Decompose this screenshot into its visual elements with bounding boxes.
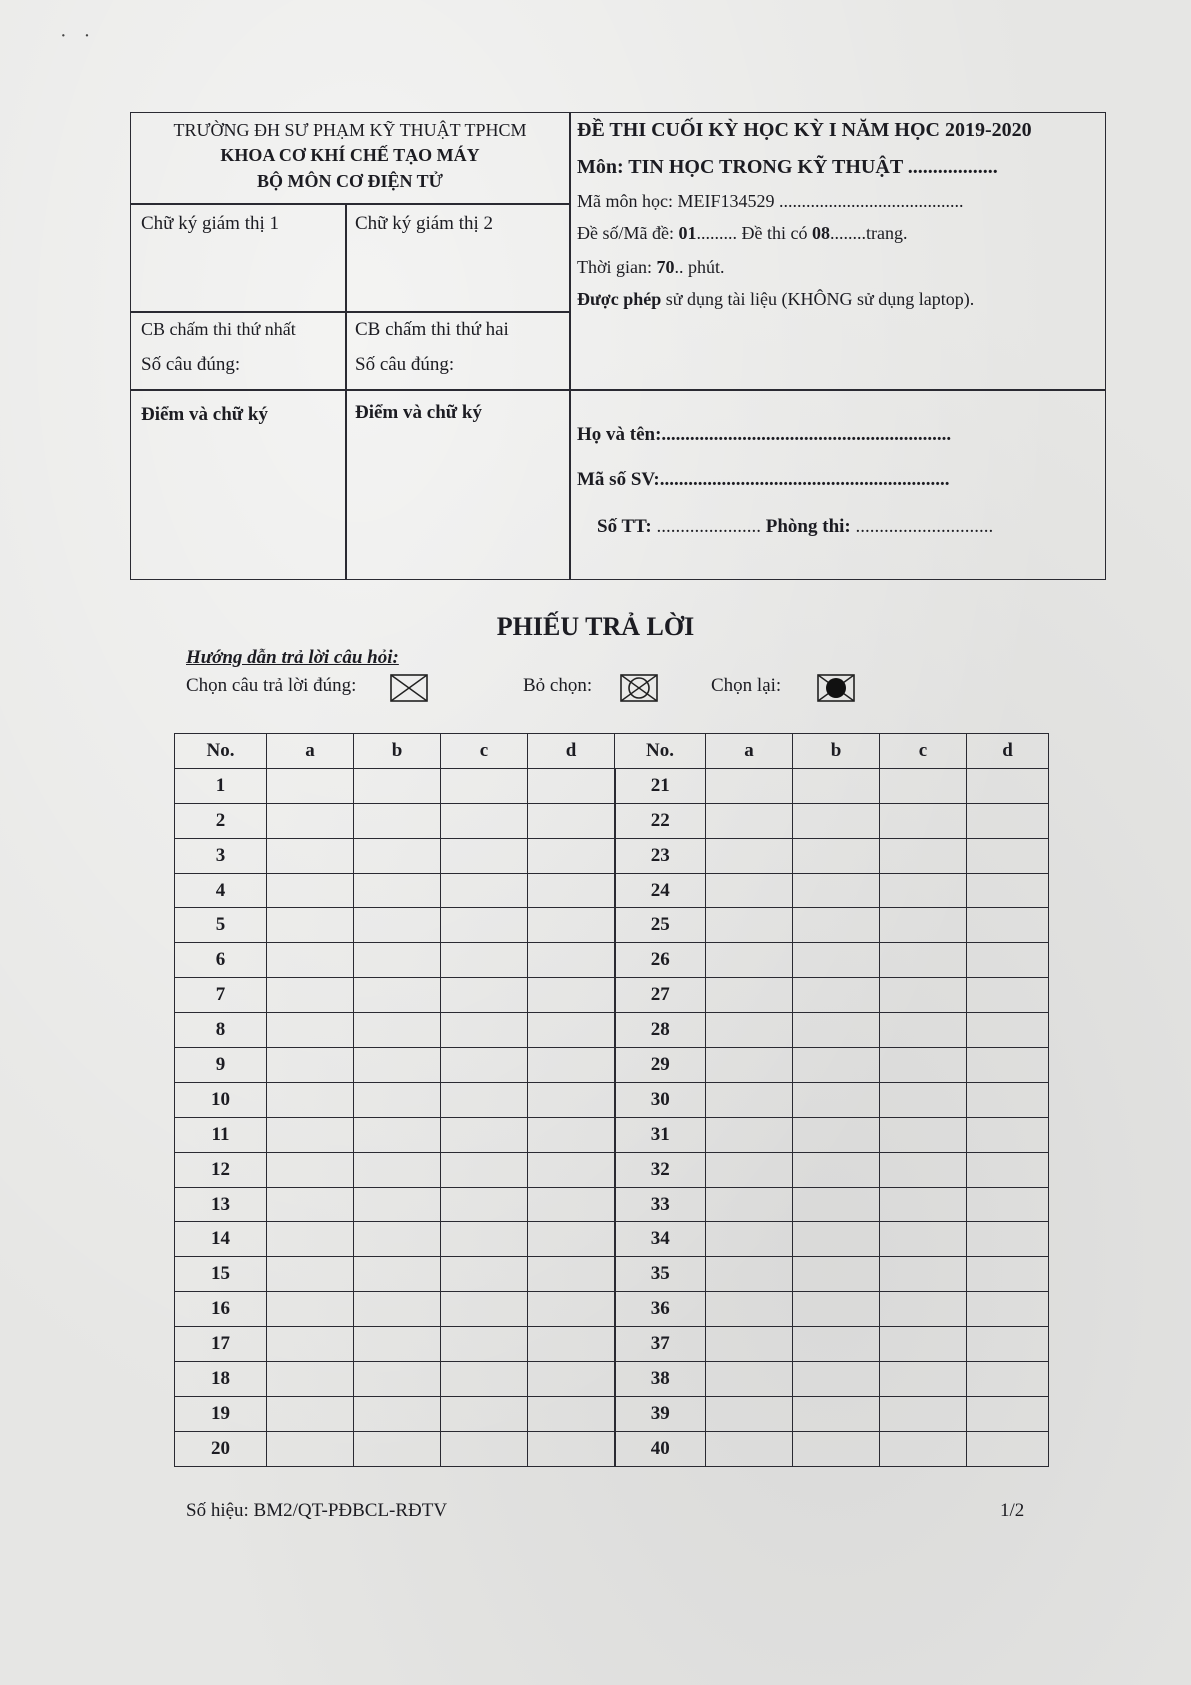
answer-cell[interactable] xyxy=(706,1187,793,1222)
answer-cell[interactable] xyxy=(880,1431,967,1466)
answer-cell[interactable] xyxy=(706,1152,793,1187)
answer-cell[interactable] xyxy=(528,1222,615,1257)
question-number: 9 xyxy=(175,1048,267,1083)
answer-cell[interactable] xyxy=(267,1082,354,1117)
table-row xyxy=(175,768,1049,803)
question-number: 28 xyxy=(615,1013,706,1048)
answer-cell[interactable] xyxy=(267,1222,354,1257)
table-row xyxy=(175,908,1049,943)
answer-cell[interactable] xyxy=(967,908,1049,943)
question-number: 20 xyxy=(175,1431,267,1466)
question-number: 40 xyxy=(615,1431,706,1466)
answer-cell[interactable] xyxy=(267,908,354,943)
answer-cell[interactable] xyxy=(354,1152,441,1187)
signature-divider xyxy=(345,203,347,579)
answer-cell[interactable] xyxy=(967,1187,1049,1222)
answer-cell[interactable] xyxy=(528,1117,615,1152)
answer-table xyxy=(174,733,1049,1467)
answer-cell[interactable] xyxy=(880,803,967,838)
box-filled-circle-icon xyxy=(817,674,855,702)
column-header-option: d xyxy=(528,734,615,769)
header-line xyxy=(131,311,569,313)
answer-cell[interactable] xyxy=(880,1013,967,1048)
column-header-option: a xyxy=(267,734,354,769)
guide-reselect: Chọn lại: xyxy=(711,675,782,696)
answer-cell[interactable] xyxy=(967,768,1049,803)
answer-cell[interactable] xyxy=(528,1327,615,1362)
answer-cell[interactable] xyxy=(267,1048,354,1083)
answer-cell[interactable] xyxy=(267,1257,354,1292)
answer-cell[interactable] xyxy=(528,1013,615,1048)
question-number: 31 xyxy=(615,1117,706,1152)
answer-cell[interactable] xyxy=(441,838,528,873)
answer-cell[interactable] xyxy=(528,838,615,873)
answer-cell[interactable] xyxy=(267,1431,354,1466)
question-number: 25 xyxy=(615,908,706,943)
answer-cell[interactable] xyxy=(528,1257,615,1292)
answer-cell[interactable] xyxy=(267,838,354,873)
answer-cell[interactable] xyxy=(967,1222,1049,1257)
table-row xyxy=(175,1187,1049,1222)
answer-cell[interactable] xyxy=(267,943,354,978)
answer-cell[interactable] xyxy=(441,1431,528,1466)
answer-cell[interactable] xyxy=(880,1257,967,1292)
answer-cell[interactable] xyxy=(354,1292,441,1327)
answer-cell[interactable] xyxy=(441,1082,528,1117)
answer-cell[interactable] xyxy=(880,873,967,908)
table-row xyxy=(175,1327,1049,1362)
question-number: 27 xyxy=(615,978,706,1013)
table-row xyxy=(175,1117,1049,1152)
answer-cell[interactable] xyxy=(880,1362,967,1397)
answer-cell[interactable] xyxy=(528,1048,615,1083)
answer-cell[interactable] xyxy=(354,1396,441,1431)
table-row xyxy=(175,1257,1049,1292)
table-row xyxy=(175,1048,1049,1083)
answer-cell[interactable] xyxy=(967,978,1049,1013)
answer-cell[interactable] xyxy=(441,1013,528,1048)
table-row xyxy=(175,1222,1049,1257)
question-number: 37 xyxy=(615,1327,706,1362)
answer-cell[interactable] xyxy=(967,1257,1049,1292)
question-number: 22 xyxy=(615,803,706,838)
answer-cell[interactable] xyxy=(967,1362,1049,1397)
answer-cell[interactable] xyxy=(793,803,880,838)
column-header-option: b xyxy=(793,734,880,769)
answer-cell[interactable] xyxy=(706,1292,793,1327)
answer-cell[interactable] xyxy=(354,943,441,978)
table-row xyxy=(175,943,1049,978)
answer-cell[interactable] xyxy=(528,1431,615,1466)
answer-cell[interactable] xyxy=(793,1117,880,1152)
column-header-option: c xyxy=(880,734,967,769)
answer-cell[interactable] xyxy=(880,1082,967,1117)
answer-cell[interactable] xyxy=(528,908,615,943)
answer-cell[interactable] xyxy=(528,1396,615,1431)
answer-cell[interactable] xyxy=(967,1292,1049,1327)
answer-cell[interactable] xyxy=(793,1431,880,1466)
answer-cell[interactable] xyxy=(354,803,441,838)
answer-cell[interactable] xyxy=(354,1048,441,1083)
answer-cell[interactable] xyxy=(793,1082,880,1117)
column-header-no: No. xyxy=(615,734,706,769)
column-header-option: b xyxy=(354,734,441,769)
answer-cell[interactable] xyxy=(793,978,880,1013)
question-number: 38 xyxy=(615,1362,706,1397)
answer-cell[interactable] xyxy=(354,1327,441,1362)
answer-cell[interactable] xyxy=(441,1257,528,1292)
answer-cell[interactable] xyxy=(793,1048,880,1083)
answer-cell[interactable] xyxy=(793,1362,880,1397)
answer-cell[interactable] xyxy=(441,1327,528,1362)
answer-cell[interactable] xyxy=(706,1362,793,1397)
answer-cell[interactable] xyxy=(441,1396,528,1431)
answer-cell[interactable] xyxy=(528,1292,615,1327)
answer-cell[interactable] xyxy=(441,1362,528,1397)
answer-cell[interactable] xyxy=(706,1431,793,1466)
answer-cell[interactable] xyxy=(528,943,615,978)
answer-cell[interactable] xyxy=(441,1292,528,1327)
question-number: 3 xyxy=(175,838,267,873)
answer-sheet-title: PHIẾU TRẢ LỜI xyxy=(496,612,695,641)
answer-cell[interactable] xyxy=(706,1082,793,1117)
question-number: 11 xyxy=(175,1117,267,1152)
box-cross-circled-icon xyxy=(620,674,658,702)
question-number: 8 xyxy=(175,1013,267,1048)
answer-cell[interactable] xyxy=(793,1292,880,1327)
answer-cell[interactable] xyxy=(706,768,793,803)
question-number: 36 xyxy=(615,1292,706,1327)
table-row xyxy=(175,1396,1049,1431)
answer-cell[interactable] xyxy=(528,1187,615,1222)
seat-room-field: Số TT: ...................... Phòng thi: ............................. xyxy=(597,516,994,537)
answer-cell[interactable] xyxy=(267,873,354,908)
question-number: 13 xyxy=(175,1187,267,1222)
answer-cell[interactable] xyxy=(354,1013,441,1048)
table-row xyxy=(175,873,1049,908)
answer-cell[interactable] xyxy=(880,943,967,978)
form-code: Số hiệu: BM2/QT-PĐBCL-RĐTV xyxy=(186,1500,448,1521)
exam-time: Thời gian: 70.. phút. xyxy=(577,257,725,277)
answer-cell[interactable] xyxy=(967,1431,1049,1466)
answer-cell[interactable] xyxy=(793,768,880,803)
exam-title: ĐỀ THI CUỐI KỲ HỌC KỲ I NĂM HỌC 2019-2020 xyxy=(577,119,1032,141)
answer-cell[interactable] xyxy=(880,1396,967,1431)
answer-cell[interactable] xyxy=(528,978,615,1013)
table-row xyxy=(175,1292,1049,1327)
column-header-option: a xyxy=(706,734,793,769)
answer-cell[interactable] xyxy=(967,1013,1049,1048)
question-number: 29 xyxy=(615,1048,706,1083)
answer-cell[interactable] xyxy=(706,1327,793,1362)
faculty-name: KHOA CƠ KHÍ CHẾ TẠO MÁY xyxy=(220,145,480,165)
answer-cell[interactable] xyxy=(706,1048,793,1083)
answer-cell[interactable] xyxy=(354,1257,441,1292)
answer-cell[interactable] xyxy=(267,1362,354,1397)
table-row xyxy=(175,1431,1049,1466)
answer-cell[interactable] xyxy=(967,1396,1049,1431)
question-number: 19 xyxy=(175,1396,267,1431)
answer-cell[interactable] xyxy=(706,1257,793,1292)
answer-cell[interactable] xyxy=(793,943,880,978)
question-number: 21 xyxy=(615,768,706,803)
answer-cell[interactable] xyxy=(441,978,528,1013)
answer-cell[interactable] xyxy=(706,1013,793,1048)
table-row xyxy=(175,1152,1049,1187)
answer-cell[interactable] xyxy=(354,1222,441,1257)
box-cross-icon xyxy=(390,674,428,702)
answer-cell[interactable] xyxy=(793,1327,880,1362)
answer-cell[interactable] xyxy=(880,838,967,873)
answer-cell[interactable] xyxy=(793,1222,880,1257)
answer-cell[interactable] xyxy=(528,1362,615,1397)
question-number: 2 xyxy=(175,803,267,838)
answer-cell[interactable] xyxy=(441,1222,528,1257)
scan-speck: · · xyxy=(60,25,97,47)
answer-cell[interactable] xyxy=(880,1327,967,1362)
answer-cell[interactable] xyxy=(706,978,793,1013)
answer-cell[interactable] xyxy=(528,1152,615,1187)
supervisor2-label: Chữ ký giám thị 2 xyxy=(355,213,494,234)
answer-cell[interactable] xyxy=(880,1117,967,1152)
score-signature-1: Điểm và chữ ký xyxy=(141,404,268,425)
question-number: 32 xyxy=(615,1152,706,1187)
answer-cell[interactable] xyxy=(880,978,967,1013)
answer-cell[interactable] xyxy=(793,1396,880,1431)
question-number: 10 xyxy=(175,1082,267,1117)
answer-cell[interactable] xyxy=(528,873,615,908)
answer-cell[interactable] xyxy=(880,768,967,803)
answer-cell[interactable] xyxy=(441,943,528,978)
answer-table-header xyxy=(175,734,1049,769)
answer-cell[interactable] xyxy=(880,1152,967,1187)
answer-cell[interactable] xyxy=(880,1292,967,1327)
table-row xyxy=(175,838,1049,873)
answer-cell[interactable] xyxy=(267,978,354,1013)
answer-cell[interactable] xyxy=(441,1117,528,1152)
score-signature-2: Điểm và chữ ký xyxy=(355,402,482,423)
answer-cell[interactable] xyxy=(793,1257,880,1292)
header-line xyxy=(131,389,1105,391)
answer-cell[interactable] xyxy=(706,1117,793,1152)
table-row xyxy=(175,1013,1049,1048)
guide-choose: Chọn câu trả lời đúng: xyxy=(186,675,357,696)
answer-cell[interactable] xyxy=(354,768,441,803)
answer-cell[interactable] xyxy=(441,1152,528,1187)
answer-cell[interactable] xyxy=(354,838,441,873)
department-name: BỘ MÔN CƠ ĐIỆN TỬ xyxy=(256,171,443,191)
question-number: 35 xyxy=(615,1257,706,1292)
guide-heading: Hướng dẫn trả lời câu hỏi: xyxy=(186,647,399,668)
grader1-label: CB chấm thi thứ nhất xyxy=(141,319,296,339)
answer-cell[interactable] xyxy=(793,908,880,943)
exam-subject: Môn: TIN HỌC TRONG KỸ THUẬT .................. xyxy=(577,156,998,178)
question-number: 14 xyxy=(175,1222,267,1257)
answer-cell[interactable] xyxy=(706,803,793,838)
correct-count-2: Số câu đúng: xyxy=(355,354,455,375)
question-number: 12 xyxy=(175,1152,267,1187)
answer-cell[interactable] xyxy=(267,1187,354,1222)
answer-cell[interactable] xyxy=(354,1362,441,1397)
answer-cell[interactable] xyxy=(880,1187,967,1222)
student-id-field: Mã số SV:............................................................. xyxy=(577,469,950,490)
question-number: 17 xyxy=(175,1327,267,1362)
question-number: 7 xyxy=(175,978,267,1013)
question-number: 15 xyxy=(175,1257,267,1292)
answer-cell[interactable] xyxy=(441,908,528,943)
column-header-no: No. xyxy=(175,734,267,769)
answer-cell[interactable] xyxy=(880,1222,967,1257)
answer-cell[interactable] xyxy=(967,1048,1049,1083)
answer-cell[interactable] xyxy=(967,1152,1049,1187)
grader2-label: CB chấm thi thứ hai xyxy=(355,319,509,340)
exam-materials: Được phép sử dụng tài liệu (KHÔNG sử dụng laptop). xyxy=(577,289,975,309)
question-number: 4 xyxy=(175,873,267,908)
answer-cell[interactable] xyxy=(967,1327,1049,1362)
exam-header-box xyxy=(130,112,1106,580)
question-number: 5 xyxy=(175,908,267,943)
answer-cell[interactable] xyxy=(354,1117,441,1152)
answer-cell[interactable] xyxy=(441,803,528,838)
question-number: 1 xyxy=(175,768,267,803)
answer-cell[interactable] xyxy=(267,768,354,803)
table-row xyxy=(175,803,1049,838)
answer-cell[interactable] xyxy=(354,1082,441,1117)
answer-cell[interactable] xyxy=(441,1187,528,1222)
answer-cell[interactable] xyxy=(267,1396,354,1431)
school-name: TRƯỜNG ĐH SƯ PHẠM KỸ THUẬT TPHCM xyxy=(173,120,527,140)
supervisor1-label: Chữ ký giám thị 1 xyxy=(141,213,280,234)
answer-cell[interactable] xyxy=(793,1013,880,1048)
course-code: Mã môn học: MEIF134529 ......................................... xyxy=(577,191,964,211)
answer-cell[interactable] xyxy=(267,1013,354,1048)
column-header-option: c xyxy=(441,734,528,769)
answer-cell[interactable] xyxy=(441,768,528,803)
answer-cell[interactable] xyxy=(354,908,441,943)
answer-cell[interactable] xyxy=(441,873,528,908)
question-number: 16 xyxy=(175,1292,267,1327)
question-number: 23 xyxy=(615,838,706,873)
table-row xyxy=(175,978,1049,1013)
answer-cell[interactable] xyxy=(967,943,1049,978)
question-number: 24 xyxy=(615,873,706,908)
question-number: 18 xyxy=(175,1362,267,1397)
answer-cell[interactable] xyxy=(793,873,880,908)
question-number: 30 xyxy=(615,1082,706,1117)
correct-count-1: Số câu đúng: xyxy=(141,354,241,375)
answer-cell[interactable] xyxy=(528,768,615,803)
question-number: 33 xyxy=(615,1187,706,1222)
header-divider xyxy=(569,113,571,579)
answer-cell[interactable] xyxy=(354,1187,441,1222)
answer-cell[interactable] xyxy=(967,873,1049,908)
answer-cell[interactable] xyxy=(967,1082,1049,1117)
guide-unselect: Bỏ chọn: xyxy=(523,675,593,696)
answer-cell[interactable] xyxy=(706,943,793,978)
answer-cell[interactable] xyxy=(354,873,441,908)
answer-cell[interactable] xyxy=(967,838,1049,873)
answer-cell[interactable] xyxy=(706,838,793,873)
answer-cell[interactable] xyxy=(793,838,880,873)
answer-cell[interactable] xyxy=(267,1117,354,1152)
answer-cell[interactable] xyxy=(793,1187,880,1222)
answer-cell[interactable] xyxy=(880,908,967,943)
table-row xyxy=(175,1082,1049,1117)
answer-cell[interactable] xyxy=(706,1396,793,1431)
answer-cell[interactable] xyxy=(354,978,441,1013)
answer-cell[interactable] xyxy=(528,1082,615,1117)
answer-cell[interactable] xyxy=(706,873,793,908)
answer-cell[interactable] xyxy=(267,1292,354,1327)
student-name-field: Họ và tên:............................................................. xyxy=(577,424,952,445)
header-line xyxy=(131,203,569,205)
question-number: 34 xyxy=(615,1222,706,1257)
answer-cell[interactable] xyxy=(706,1222,793,1257)
table-row xyxy=(175,1362,1049,1397)
answer-cell[interactable] xyxy=(967,1117,1049,1152)
question-number: 26 xyxy=(615,943,706,978)
question-number: 39 xyxy=(615,1396,706,1431)
exam-code-line: Đề số/Mã đề: 01......... Đề thi có 08........trang. xyxy=(577,223,908,243)
answer-cell[interactable] xyxy=(267,803,354,838)
answer-cell[interactable] xyxy=(267,1152,354,1187)
answer-cell[interactable] xyxy=(528,803,615,838)
answer-cell[interactable] xyxy=(267,1327,354,1362)
question-number: 6 xyxy=(175,943,267,978)
page-number: 1/2 xyxy=(1000,1500,1025,1521)
answer-cell[interactable] xyxy=(354,1431,441,1466)
answer-cell[interactable] xyxy=(880,1048,967,1083)
answer-cell[interactable] xyxy=(793,1152,880,1187)
answer-cell[interactable] xyxy=(967,803,1049,838)
answer-cell[interactable] xyxy=(441,1048,528,1083)
answer-cell[interactable] xyxy=(706,908,793,943)
column-header-option: d xyxy=(967,734,1049,769)
